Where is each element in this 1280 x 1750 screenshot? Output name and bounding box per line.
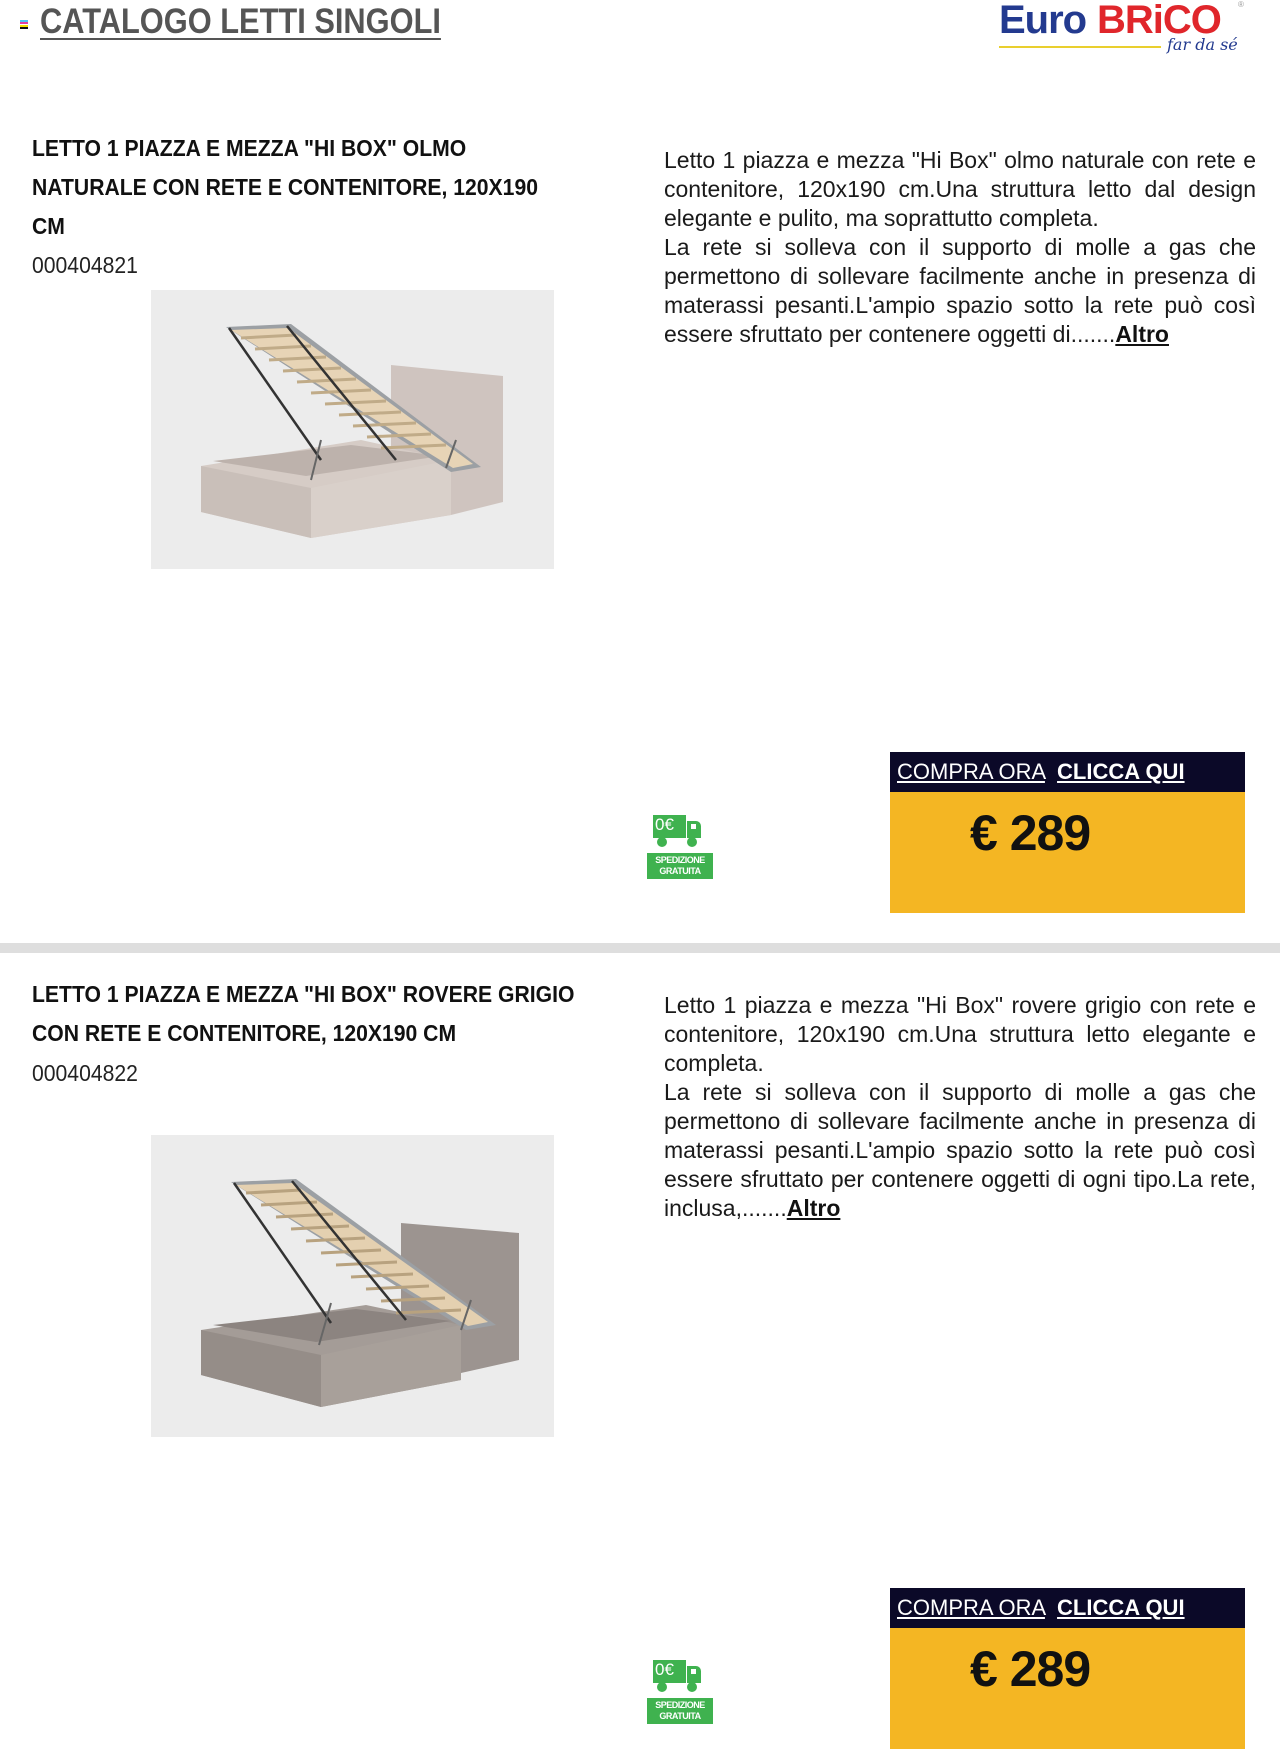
click-here-link[interactable]: CLICCA QUI [1057, 1595, 1185, 1620]
buy-box [890, 1588, 1245, 1749]
bed-image-icon [151, 290, 554, 569]
logo-underline [999, 46, 1161, 48]
buy-now-link[interactable]: COMPRA ORA [897, 759, 1045, 784]
truck-window [691, 1669, 696, 1674]
price-panel[interactable] [890, 792, 1245, 913]
shipping-label [647, 1698, 713, 1724]
logo-brico: BRiCO [1097, 0, 1221, 42]
section-divider [0, 943, 1280, 953]
buy-header [890, 1588, 1245, 1628]
registered-mark: ® [1238, 0, 1244, 9]
page-title[interactable]: CATALOGO LETTI SINGOLI [40, 2, 441, 41]
truck-wheel [657, 1682, 667, 1692]
description-text: La rete si solleva con il supporto di molle a gas che permettono di sollevare facilmente anche in presenza di materassi pesanti.L'ampio spazio sotto la rete può così essere sfruttato per contenere oggetti di ogni tipo.La rete, inclusa,....... [664, 1079, 1256, 1221]
free-shipping-badge [647, 815, 713, 881]
description-paragraph [664, 1078, 1256, 1223]
truck-wheel [687, 1682, 697, 1692]
product-title: LETTO 1 PIAZZA E MEZZA "HI BOX" ROVERE GRIGIO CON RETE E CONTENITORE, 120X190 CM [32, 981, 575, 1046]
description-paragraph [664, 233, 1256, 349]
shipping-cost: 0€ [655, 815, 674, 834]
price: € 289 [970, 805, 1091, 861]
product-title: LETTO 1 PIAZZA E MEZZA "HI BOX" OLMO NATURALE CON RETE E CONTENITORE, 120X190 CM [32, 135, 538, 239]
shipping-label [647, 853, 713, 879]
more-link[interactable]: Altro [786, 1195, 841, 1221]
shipping-cost: 0€ [655, 1660, 674, 1679]
shipping-label-line2: GRATUITA [659, 1711, 701, 1721]
product-description [664, 991, 1256, 1223]
product-code: 000404821 [32, 252, 138, 278]
free-shipping-badge [647, 1660, 713, 1726]
truck-wheel [687, 837, 697, 847]
shipping-label-line1: SPEDIZIONE [655, 855, 705, 865]
buy-box [890, 752, 1245, 913]
truck-window [691, 824, 696, 829]
page-header [0, 0, 1280, 60]
product-description [664, 146, 1256, 349]
description-text: La rete si solleva con il supporto di molle a gas che permettono di sollevare facilmente anche in presenza di materassi pesanti.L'ampio spazio sotto la rete può così essere sfruttato per contenere oggetti di....... [664, 234, 1256, 347]
product-image[interactable] [151, 1135, 554, 1437]
buy-now-link[interactable]: COMPRA ORA [897, 1595, 1045, 1620]
eurobrico-logo [995, 0, 1245, 60]
shipping-label-line1: SPEDIZIONE [655, 1700, 705, 1710]
more-link[interactable]: Altro [1115, 321, 1169, 347]
bed-image-icon [151, 1135, 554, 1437]
product-code: 000404822 [32, 1060, 138, 1086]
price-panel[interactable] [890, 1628, 1245, 1749]
description-paragraph: Letto 1 piazza e mezza "Hi Box" rovere grigio con rete e contenitore, 120x190 cm.Una struttura letto elegante e completa. [664, 992, 1256, 1076]
buy-header [890, 752, 1245, 792]
logo-euro: Euro [999, 0, 1087, 42]
logo-tagline: far da sé [1167, 35, 1238, 54]
description-paragraph: Letto 1 piazza e mezza "Hi Box" olmo naturale con rete e contenitore, 120x190 cm.Una struttura letto dal design elegante e pulito, ma soprattutto completa. [664, 147, 1256, 231]
product-image[interactable] [151, 290, 554, 569]
truck-wheel [657, 837, 667, 847]
shipping-label-line2: GRATUITA [659, 866, 701, 876]
color-marks-icon [20, 20, 28, 29]
price: € 289 [970, 1641, 1091, 1697]
click-here-link[interactable]: CLICCA QUI [1057, 759, 1185, 784]
